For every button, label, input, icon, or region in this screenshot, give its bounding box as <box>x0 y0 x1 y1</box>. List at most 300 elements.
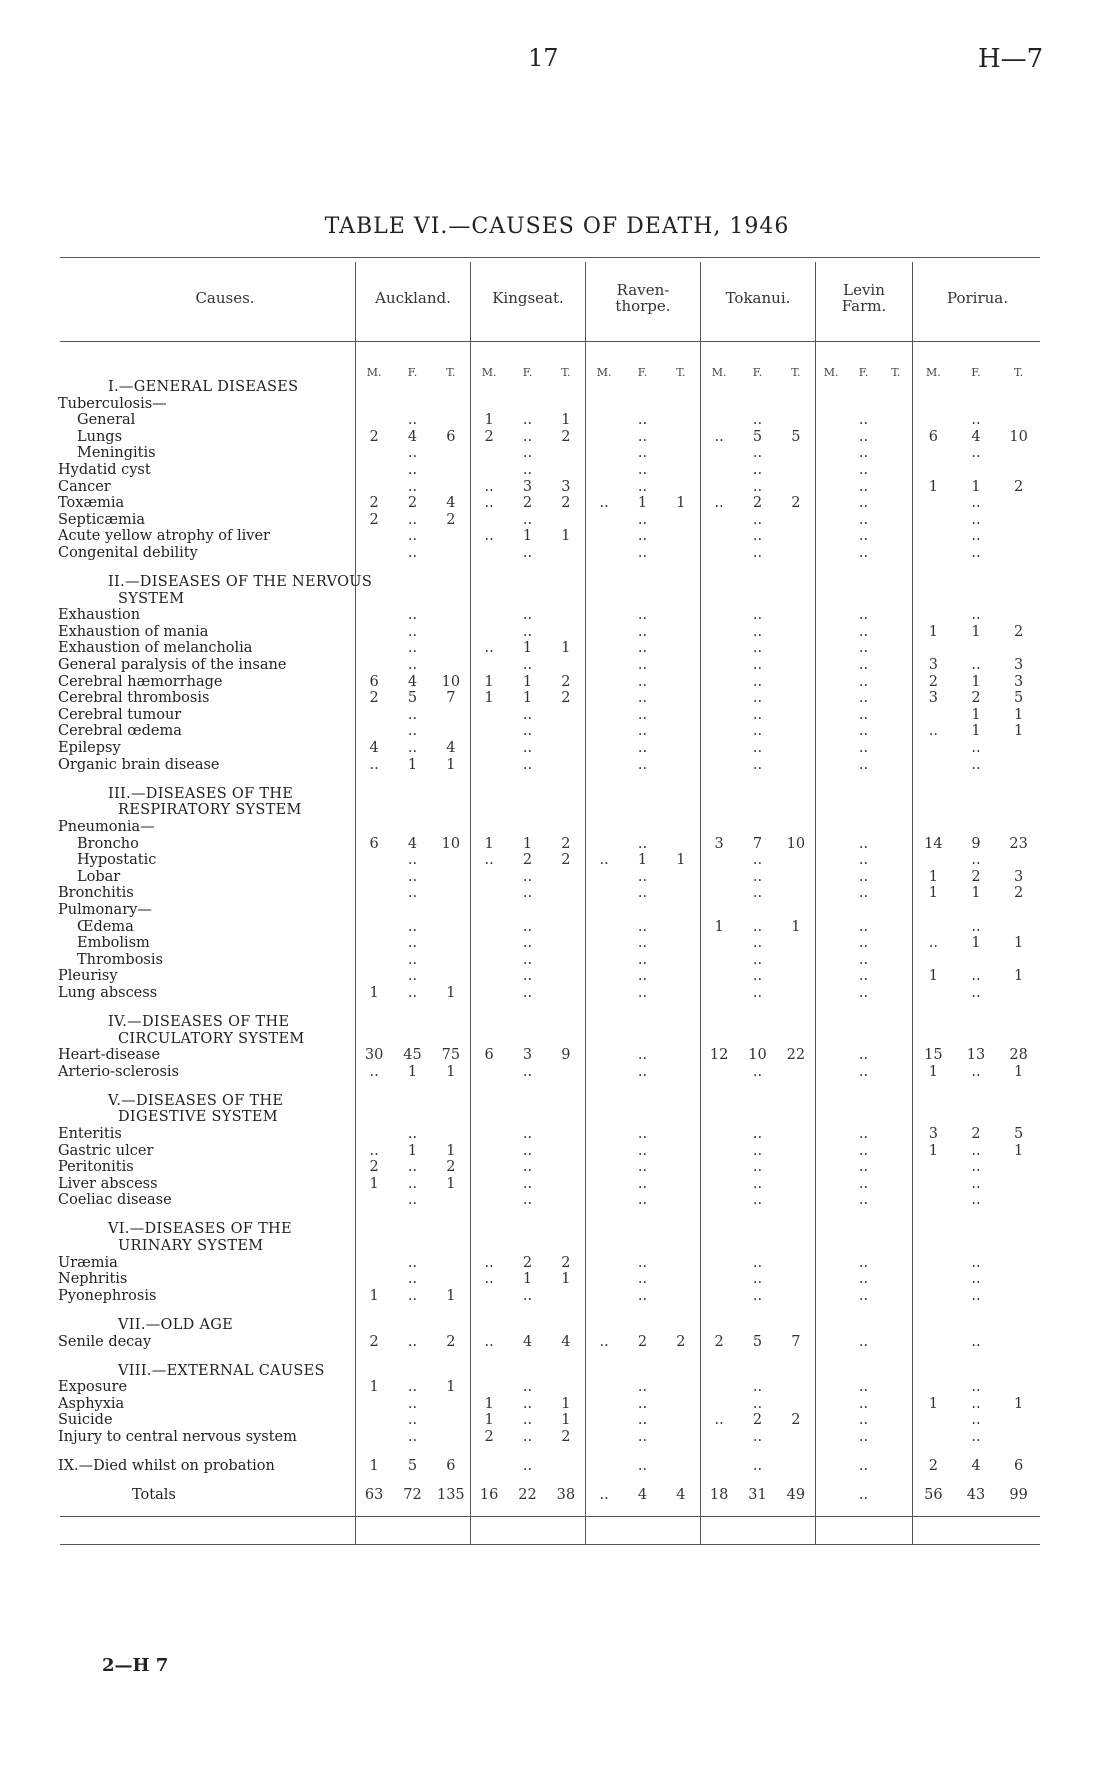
value-cell: .. <box>484 495 494 512</box>
table-row <box>0 1159 1114 1176</box>
value-cell: .. <box>752 462 763 478</box>
value-cell: .. <box>714 495 724 512</box>
value-cell: 1 <box>522 690 533 707</box>
value-cell: .. <box>637 951 648 968</box>
cause-label: Cerebral œdema <box>58 723 182 740</box>
table-row <box>0 690 1114 707</box>
value-cell: 1 <box>637 852 648 869</box>
table-row <box>0 985 1114 1002</box>
value-cell: .. <box>971 1175 981 1192</box>
value-cell: 1 <box>971 935 981 952</box>
value-cell: 1 <box>369 1287 379 1304</box>
value-cell: 13 <box>966 1047 986 1064</box>
value-cell: .. <box>971 1395 981 1412</box>
value-cell: .. <box>522 706 533 723</box>
table-row <box>0 1288 1114 1305</box>
table-row <box>0 462 1114 479</box>
mft-label: M. <box>823 366 839 379</box>
value-cell: .. <box>522 428 533 445</box>
value-cell: 1 <box>522 673 533 690</box>
value-cell: .. <box>522 951 533 968</box>
value-cell: .. <box>407 1175 418 1192</box>
value-cell: 1 <box>1014 935 1024 952</box>
cause-label: Heart-disease <box>58 1047 161 1064</box>
value-cell: .. <box>752 1428 763 1445</box>
value-cell: 28 <box>1009 1047 1028 1064</box>
cause-label: Lobar <box>77 868 121 885</box>
value-cell: .. <box>407 445 418 462</box>
value-cell: .. <box>752 984 763 1001</box>
value-cell: .. <box>752 723 763 740</box>
value-cell: 4 <box>446 495 456 512</box>
value-cell: 2 <box>971 1126 981 1142</box>
footer-code: 2—H 7 <box>102 1655 169 1676</box>
table-row <box>0 429 1114 446</box>
value-cell: 6 <box>446 1458 456 1474</box>
value-cell: .. <box>522 1192 533 1209</box>
value-cell: .. <box>637 511 648 528</box>
value-cell: 75 <box>441 1047 461 1064</box>
table-row <box>0 952 1114 969</box>
value-cell: 1 <box>971 673 981 690</box>
causes-header: Causes. <box>195 289 255 307</box>
value-cell: .. <box>599 1333 609 1350</box>
value-cell: .. <box>752 706 763 723</box>
value-cell: 1 <box>446 1379 456 1396</box>
value-cell: 6 <box>369 673 379 690</box>
value-cell: .. <box>407 706 418 723</box>
value-cell: .. <box>407 918 418 935</box>
value-cell: .. <box>858 545 869 561</box>
value-cell: .. <box>484 478 494 495</box>
value-cell: .. <box>637 657 648 674</box>
value-cell: .. <box>637 690 648 707</box>
value-cell: .. <box>637 445 648 462</box>
cause-label: Tuberculosis— <box>58 395 167 412</box>
value-cell: 6 <box>369 835 379 852</box>
value-cell: .. <box>407 1379 418 1396</box>
mft-label: M. <box>596 366 612 379</box>
value-cell: .. <box>858 1458 869 1474</box>
value-cell: 2 <box>446 1159 456 1176</box>
table-row <box>0 1379 1114 1396</box>
value-cell: 1 <box>1014 1395 1024 1412</box>
value-cell: .. <box>484 528 494 545</box>
value-cell: .. <box>858 951 869 968</box>
value-cell: 1 <box>407 1063 418 1080</box>
value-cell: .. <box>637 1271 648 1288</box>
value-cell: .. <box>858 623 869 640</box>
value-cell: 2 <box>369 511 379 528</box>
cause-label: Toxæmia <box>58 495 125 512</box>
table-row <box>0 1143 1114 1160</box>
value-cell: .. <box>522 1142 533 1159</box>
table-row <box>0 640 1114 657</box>
value-cell: .. <box>637 835 648 852</box>
value-cell: 5 <box>1014 690 1024 707</box>
value-cell: .. <box>858 852 869 869</box>
value-cell: .. <box>858 756 869 773</box>
value-cell: .. <box>599 495 609 512</box>
value-cell: .. <box>407 1395 418 1412</box>
table-row <box>0 1363 1114 1380</box>
table-row <box>0 968 1114 985</box>
value-cell: .. <box>522 935 533 952</box>
value-cell: .. <box>407 1159 418 1176</box>
cause-label: Pyonephrosis <box>58 1287 157 1304</box>
value-cell: .. <box>637 673 648 690</box>
page-code: H—7 <box>978 44 1044 74</box>
value-cell: 4 <box>971 428 981 445</box>
value-cell: .. <box>637 1063 648 1080</box>
value-cell: .. <box>637 756 648 773</box>
table-row <box>0 902 1114 919</box>
value-cell: .. <box>858 657 869 674</box>
value-cell: 1 <box>446 1142 456 1159</box>
value-cell: 2 <box>561 673 571 690</box>
table-row <box>0 919 1114 936</box>
value-cell: .. <box>407 1126 418 1142</box>
table-row <box>0 1221 1114 1238</box>
cause-label: Exhaustion of mania <box>58 623 209 640</box>
cause-label: Arterio-sclerosis <box>58 1063 179 1080</box>
value-cell: 2 <box>369 428 379 445</box>
table-row <box>0 707 1114 724</box>
value-cell: 14 <box>924 835 943 852</box>
value-cell: 3 <box>1014 868 1024 885</box>
value-cell: .. <box>407 968 418 985</box>
mft-label: T. <box>891 366 901 379</box>
value-cell: 10 <box>441 835 461 852</box>
cause-label: Exhaustion <box>58 607 141 624</box>
value-cell: 2 <box>484 428 494 445</box>
value-cell: 1 <box>407 1142 418 1159</box>
value-cell: .. <box>858 1428 869 1445</box>
value-cell: .. <box>971 1287 981 1304</box>
value-cell: 1 <box>928 885 938 902</box>
value-cell: .. <box>971 1142 981 1159</box>
value-cell: 6 <box>928 428 938 445</box>
value-cell: .. <box>599 852 609 869</box>
value-cell: 72 <box>403 1487 422 1504</box>
value-cell: .. <box>858 690 869 707</box>
value-cell: .. <box>522 1126 533 1142</box>
value-cell: .. <box>407 623 418 640</box>
value-cell: .. <box>637 1047 648 1064</box>
value-cell: .. <box>522 1379 533 1396</box>
value-cell: 2 <box>791 495 801 512</box>
value-cell: 1 <box>561 528 571 545</box>
value-cell: .. <box>858 1287 869 1304</box>
value-cell: 4 <box>407 673 418 690</box>
value-cell: .. <box>484 1254 494 1271</box>
value-cell: 1 <box>1014 706 1024 723</box>
value-cell: 2 <box>714 1333 724 1350</box>
cause-label: Peritonitis <box>58 1159 134 1176</box>
value-cell: .. <box>637 607 648 624</box>
value-cell: .. <box>637 968 648 985</box>
value-cell: 7 <box>752 835 763 852</box>
value-cell: .. <box>752 1192 763 1209</box>
value-cell: .. <box>522 1063 533 1080</box>
value-cell: 1 <box>484 1412 494 1429</box>
table-row <box>0 1176 1114 1193</box>
value-cell: .. <box>971 1271 981 1288</box>
value-cell: 2 <box>752 1412 763 1429</box>
value-cell: .. <box>522 1175 533 1192</box>
value-cell: .. <box>752 511 763 528</box>
value-cell: 2 <box>484 1428 494 1445</box>
value-cell: .. <box>858 1126 869 1142</box>
value-cell: 1 <box>928 968 938 985</box>
value-cell: 3 <box>1014 657 1024 674</box>
table-row <box>0 1031 1114 1048</box>
value-cell: .. <box>752 1395 763 1412</box>
value-cell: .. <box>752 445 763 462</box>
cause-label: Thrombosis <box>77 951 163 968</box>
value-cell: 9 <box>971 835 981 852</box>
cause-label: Cancer <box>58 478 111 495</box>
value-cell: 2 <box>561 690 571 707</box>
value-cell: .. <box>858 706 869 723</box>
cause-label: Septicæmia <box>58 511 146 528</box>
value-cell: 4 <box>676 1487 686 1504</box>
value-cell: .. <box>637 640 648 657</box>
value-cell: .. <box>484 1333 494 1350</box>
value-cell: .. <box>752 1063 763 1080</box>
value-cell: 5 <box>752 1333 763 1350</box>
value-cell: 9 <box>561 1047 571 1064</box>
value-cell: .. <box>752 657 763 674</box>
cause-label: RESPIRATORY SYSTEM <box>118 802 302 819</box>
cause-label: Œdema <box>77 918 134 935</box>
value-cell: 7 <box>446 690 456 707</box>
value-cell: 2 <box>561 852 571 869</box>
value-cell: 2 <box>446 1333 456 1350</box>
value-cell: 1 <box>971 706 981 723</box>
value-cell: 23 <box>1009 835 1028 852</box>
value-cell: 10 <box>748 1047 767 1064</box>
value-cell: .. <box>522 1159 533 1176</box>
cause-label: SYSTEM <box>118 590 185 607</box>
value-cell: .. <box>971 445 981 462</box>
value-cell: .. <box>637 1395 648 1412</box>
value-cell: .. <box>522 1395 533 1412</box>
value-cell: 1 <box>1014 968 1024 985</box>
institution-header: Kingseat. <box>492 289 564 307</box>
table-row <box>0 1317 1114 1334</box>
table-row <box>0 495 1114 512</box>
value-cell: .. <box>407 478 418 495</box>
cause-label: Uræmia <box>58 1254 118 1271</box>
value-cell: .. <box>407 511 418 528</box>
value-cell: 1 <box>928 623 938 640</box>
value-cell: .. <box>858 1379 869 1396</box>
value-cell: .. <box>971 1063 981 1080</box>
cause-label: Liver abscess <box>58 1175 158 1192</box>
value-cell: .. <box>637 935 648 952</box>
value-cell: 7 <box>791 1333 801 1350</box>
value-cell: .. <box>858 1487 869 1504</box>
value-cell: 1 <box>561 1271 571 1288</box>
value-cell: 15 <box>924 1047 943 1064</box>
value-cell: 22 <box>786 1047 806 1064</box>
value-cell: .. <box>752 1254 763 1271</box>
table-row <box>0 512 1114 529</box>
value-cell: 10 <box>441 673 461 690</box>
value-cell: 49 <box>786 1487 806 1504</box>
value-cell: .. <box>971 412 981 429</box>
table-row <box>0 757 1114 774</box>
value-cell: 1 <box>484 673 494 690</box>
value-cell: .. <box>637 623 648 640</box>
value-cell: 2 <box>522 852 533 869</box>
value-cell: .. <box>858 640 869 657</box>
table-row <box>0 885 1114 902</box>
table-row <box>0 869 1114 886</box>
value-cell: .. <box>637 918 648 935</box>
value-cell: .. <box>858 1063 869 1080</box>
value-cell: .. <box>407 1271 418 1288</box>
mft-label: T. <box>1014 366 1024 379</box>
table-row <box>0 1238 1114 1255</box>
value-cell: .. <box>407 984 418 1001</box>
value-cell: .. <box>522 445 533 462</box>
value-cell: 4 <box>407 835 418 852</box>
cause-label: Cerebral thrombosis <box>58 690 210 707</box>
value-cell: .. <box>752 623 763 640</box>
value-cell: .. <box>637 1379 648 1396</box>
value-cell: .. <box>752 1142 763 1159</box>
cause-label: Asphyxia <box>58 1395 125 1412</box>
value-cell: .. <box>858 1159 869 1176</box>
value-cell: 1 <box>369 1379 379 1396</box>
value-cell: 2 <box>928 1458 938 1474</box>
value-cell: .. <box>858 1142 869 1159</box>
value-cell: .. <box>971 1333 981 1350</box>
mft-label: F. <box>522 366 533 379</box>
value-cell: 1 <box>561 640 571 657</box>
table-row <box>0 1458 1114 1475</box>
cause-label: Lung abscess <box>58 984 158 1001</box>
value-cell: .. <box>522 740 533 757</box>
value-cell: 10 <box>1009 428 1028 445</box>
value-cell: .. <box>407 723 418 740</box>
value-cell: .. <box>858 1175 869 1192</box>
value-cell: 2 <box>928 673 938 690</box>
value-cell: .. <box>484 640 494 657</box>
table-row <box>0 479 1114 496</box>
value-cell: 2 <box>369 1333 379 1350</box>
value-cell: 2 <box>522 495 533 512</box>
value-cell: .. <box>407 640 418 657</box>
value-cell: .. <box>971 1159 981 1176</box>
value-cell: .. <box>858 1412 869 1429</box>
cause-label: Suicide <box>58 1412 113 1429</box>
cause-label: Exposure <box>58 1379 128 1396</box>
value-cell: .. <box>407 528 418 545</box>
value-cell: 6 <box>484 1047 494 1064</box>
value-cell: 1 <box>1014 1063 1024 1080</box>
mft-label: F. <box>971 366 981 379</box>
table-row <box>0 607 1114 624</box>
value-cell: .. <box>752 528 763 545</box>
value-cell: .. <box>971 1379 981 1396</box>
value-cell: 2 <box>407 495 418 512</box>
value-cell: .. <box>752 1175 763 1192</box>
value-cell: .. <box>637 1126 648 1142</box>
value-cell: .. <box>407 885 418 902</box>
value-cell: .. <box>858 528 869 545</box>
table-row <box>0 591 1114 608</box>
value-cell: .. <box>637 984 648 1001</box>
value-cell: .. <box>522 1428 533 1445</box>
value-cell: .. <box>522 607 533 624</box>
value-cell: .. <box>858 478 869 495</box>
value-cell: 1 <box>446 984 456 1001</box>
value-cell: .. <box>858 1047 869 1064</box>
value-cell: .. <box>407 462 418 478</box>
value-cell: .. <box>858 1254 869 1271</box>
value-cell: 2 <box>971 690 981 707</box>
value-cell: 5 <box>1014 1126 1024 1142</box>
value-cell: 99 <box>1009 1487 1028 1504</box>
table-row <box>0 935 1114 952</box>
value-cell: 1 <box>369 1175 379 1192</box>
value-cell: .. <box>407 852 418 869</box>
value-cell: 3 <box>1014 673 1024 690</box>
value-cell: 2 <box>971 868 981 885</box>
cause-label: Enteritis <box>58 1126 122 1142</box>
mft-label: T. <box>676 366 686 379</box>
cause-label: CIRCULATORY SYSTEM <box>118 1030 305 1047</box>
value-cell: .. <box>971 545 981 561</box>
cause-label: General paralysis of the insane <box>58 657 287 674</box>
value-cell: .. <box>752 1159 763 1176</box>
value-cell: .. <box>971 1412 981 1429</box>
value-cell: 2 <box>637 1333 648 1350</box>
table-row <box>0 674 1114 691</box>
value-cell: .. <box>858 511 869 528</box>
value-cell: .. <box>971 852 981 869</box>
table-row <box>0 657 1114 674</box>
value-cell: 2 <box>369 1159 379 1176</box>
value-cell: .. <box>971 1254 981 1271</box>
value-cell: .. <box>752 852 763 869</box>
value-cell: .. <box>369 1063 379 1080</box>
value-cell: .. <box>752 1379 763 1396</box>
value-cell: 2 <box>522 1254 533 1271</box>
value-cell: .. <box>637 478 648 495</box>
value-cell: .. <box>714 428 724 445</box>
cause-label: Coeliac disease <box>58 1192 172 1209</box>
table-row <box>0 802 1114 819</box>
value-cell: .. <box>752 607 763 624</box>
value-cell: 1 <box>484 690 494 707</box>
mft-label: M. <box>925 366 941 379</box>
value-cell: 1 <box>522 528 533 545</box>
value-cell: 135 <box>436 1487 465 1504</box>
value-cell: 1 <box>714 918 724 935</box>
value-cell: .. <box>858 740 869 757</box>
cause-label: Lungs <box>77 428 123 445</box>
value-cell: .. <box>971 1192 981 1209</box>
value-cell: 4 <box>971 1458 981 1474</box>
value-cell: .. <box>637 1287 648 1304</box>
value-cell: .. <box>637 868 648 885</box>
table-row <box>0 1047 1114 1064</box>
value-cell: .. <box>752 868 763 885</box>
